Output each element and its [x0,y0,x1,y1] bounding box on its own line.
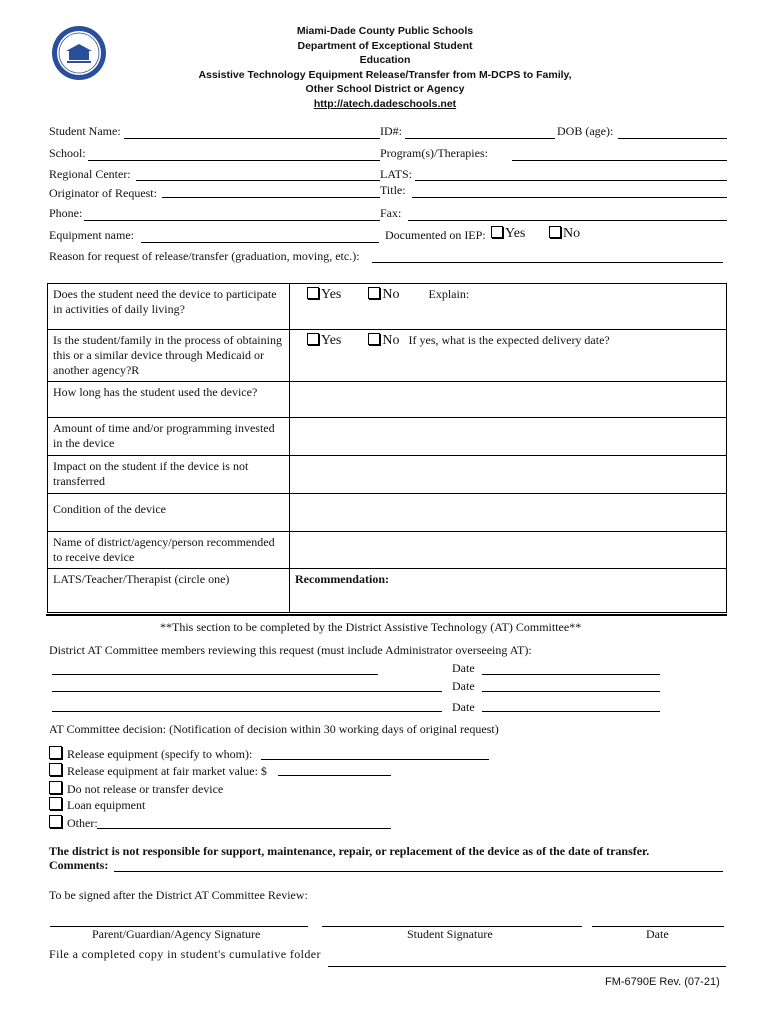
option-label: Do not release or transfer device [67,782,224,796]
header-line-department: Department of Exceptional Student [297,39,473,52]
student-name-label: Student Name: [49,124,121,138]
iep-yes-box-icon [491,226,503,238]
equipment-name-label: Equipment name: [49,228,134,242]
answer-impact[interactable] [290,456,727,494]
option-label: Release equipment (specify to whom): [67,747,253,761]
disclaimer-text: The district is not responsible for support, maintenance, repair, or replacement of the device as of the date of transfer. [49,844,650,858]
form-number: FM-6790E Rev. (07-21) [605,976,720,988]
table-row [48,418,727,456]
answer-time-invested[interactable] [290,418,727,456]
decision-option-market-value[interactable] [49,763,267,779]
phone-field[interactable] [84,220,380,221]
table-row [48,532,727,569]
answer-condition[interactable] [290,494,727,532]
checkbox-icon [49,746,62,759]
checkbox-icon [368,287,380,299]
title-field[interactable] [412,197,727,198]
committee-date-field-3[interactable] [482,711,660,712]
question-time-invested: Amount of time and/or programming invested in the device [48,418,290,456]
iep-no-label: No [563,226,581,241]
question-circle-one: LATS/Teacher/Therapist (circle one) [48,569,290,613]
lats-field[interactable] [415,180,727,181]
daily-living-yes-checkbox[interactable] [307,287,341,302]
id-field[interactable] [405,138,555,139]
committee-member-line-1[interactable] [52,674,378,675]
no-label: No [382,287,400,302]
decision-option-other[interactable] [49,815,98,831]
header-line-form-title-2: Other School District or Agency [305,83,465,95]
checkbox-icon [368,333,380,345]
question-impact: Impact on the student if the device is not transferred [48,456,290,494]
student-signature-label: Student Signature [407,927,493,941]
footer-rule [328,966,726,967]
sign-note: To be signed after the District AT Committee Review: [49,888,308,902]
file-note: File a completed copy in student's cumulative folder [49,947,321,961]
decision-label: AT Committee decision: (Notification of decision within 30 working days of original request) [49,722,499,736]
answer-recipient[interactable] [290,532,727,569]
committee-member-line-3[interactable] [52,711,442,712]
table-row [48,569,727,613]
explain-label: Explain: [428,287,470,301]
comments-field[interactable] [114,871,723,872]
fax-field[interactable] [408,220,727,221]
iep-no-box-icon [549,226,561,238]
committee-date-label-1: Date [452,661,475,675]
table-row [48,456,727,494]
checkbox-icon [49,797,62,810]
student-name-field[interactable] [124,138,380,139]
header-url-link[interactable]: http://atech.dadeschools.net [313,97,457,110]
originator-label: Originator of Request: [49,186,157,200]
other-field[interactable] [97,828,391,829]
originator-field[interactable] [162,197,380,198]
question-recipient: Name of district/agency/person recommended to receive device [48,532,290,569]
decision-option-release[interactable] [49,746,252,762]
title-label: Title: [380,183,406,197]
no-label: No [382,333,400,348]
question-duration: How long has the student used the device? [48,382,290,418]
committee-date-label-2: Date [452,679,475,693]
reason-field[interactable] [372,262,723,263]
school-field[interactable] [88,160,380,161]
committee-members-label: District AT Committee members reviewing this request (must include Administrator overseeing AT): [49,643,532,657]
table-row [48,284,727,330]
delivery-date-question: If yes, what is the expected delivery date? [408,333,610,347]
equipment-name-field[interactable] [141,242,379,243]
checkbox-icon [49,815,62,828]
answer-daily-living[interactable] [290,284,727,330]
signature-date-label: Date [646,927,669,941]
option-label: Loan equipment [67,798,146,812]
daily-living-no-checkbox[interactable] [368,287,399,302]
committee-section-note: **This section to be completed by the District Assistive Technology (AT) Committee** [160,620,582,634]
medicaid-no-checkbox[interactable] [368,333,399,348]
committee-member-line-2[interactable] [52,691,442,692]
committee-date-field-2[interactable] [482,691,660,692]
checkbox-icon [49,781,62,794]
header-line-district: Miami-Dade County Public Schools [296,25,474,37]
table-row [48,330,727,382]
checkbox-icon [307,287,319,299]
option-label: Other: [67,816,98,830]
answer-recommendation[interactable] [290,569,727,613]
answer-medicaid[interactable] [290,330,727,382]
iep-no-checkbox[interactable] [549,226,580,242]
checkbox-icon [49,763,62,776]
yes-label: Yes [321,333,342,348]
phone-label: Phone: [49,206,83,220]
comments-label: Comments: [49,858,109,872]
questions-table [47,283,727,613]
dob-label: DOB (age): [557,124,614,138]
question-medicaid: Is the student/family in the process of obtaining this or a similar device through Medicaid or another agency?R [48,330,290,382]
recommendation-label: Recommendation: [295,572,389,586]
question-daily-living: Does the student need the device to participate in activities of daily living? [48,284,290,330]
lats-label: LATS: [380,167,413,181]
regional-center-field[interactable] [136,180,380,181]
table-row [48,494,727,532]
programs-field[interactable] [512,160,727,161]
decision-option-do-not-release[interactable] [49,781,223,797]
committee-date-label-3: Date [452,700,475,714]
regional-center-label: Regional Center: [49,167,131,181]
release-to-whom-field[interactable] [261,759,489,760]
option-label: Release equipment at fair market value: $ [67,764,267,778]
iep-yes-checkbox[interactable] [491,226,525,242]
dob-field[interactable] [618,138,727,139]
table-row [48,382,727,418]
medicaid-yes-checkbox[interactable] [307,333,341,348]
yes-label: Yes [321,287,342,302]
reason-label: Reason for request of release/transfer (graduation, moving, etc.): [49,249,360,263]
committee-date-field-1[interactable] [482,674,660,675]
school-label: School: [49,146,86,160]
documented-iep-label: Documented on IEP: [385,228,486,242]
parent-signature-label: Parent/Guardian/Agency Signature [92,927,261,941]
header-line-education: Education [359,54,411,66]
decision-option-loan[interactable] [49,797,145,813]
question-condition: Condition of the device [48,494,290,532]
fax-label: Fax: [380,206,402,220]
programs-label: Program(s)/Therapies: [380,146,488,160]
school-district-seal [50,24,108,82]
iep-yes-label: Yes [505,226,526,241]
answer-duration[interactable] [290,382,727,418]
section-divider [46,614,727,616]
checkbox-icon [307,333,319,345]
market-value-field[interactable] [278,775,391,776]
header-line-form-title: Assistive Technology Equipment Release/Transfer from M-DCPS to Family, [198,68,572,81]
form-header [150,24,620,111]
id-label: ID#: [380,124,402,138]
